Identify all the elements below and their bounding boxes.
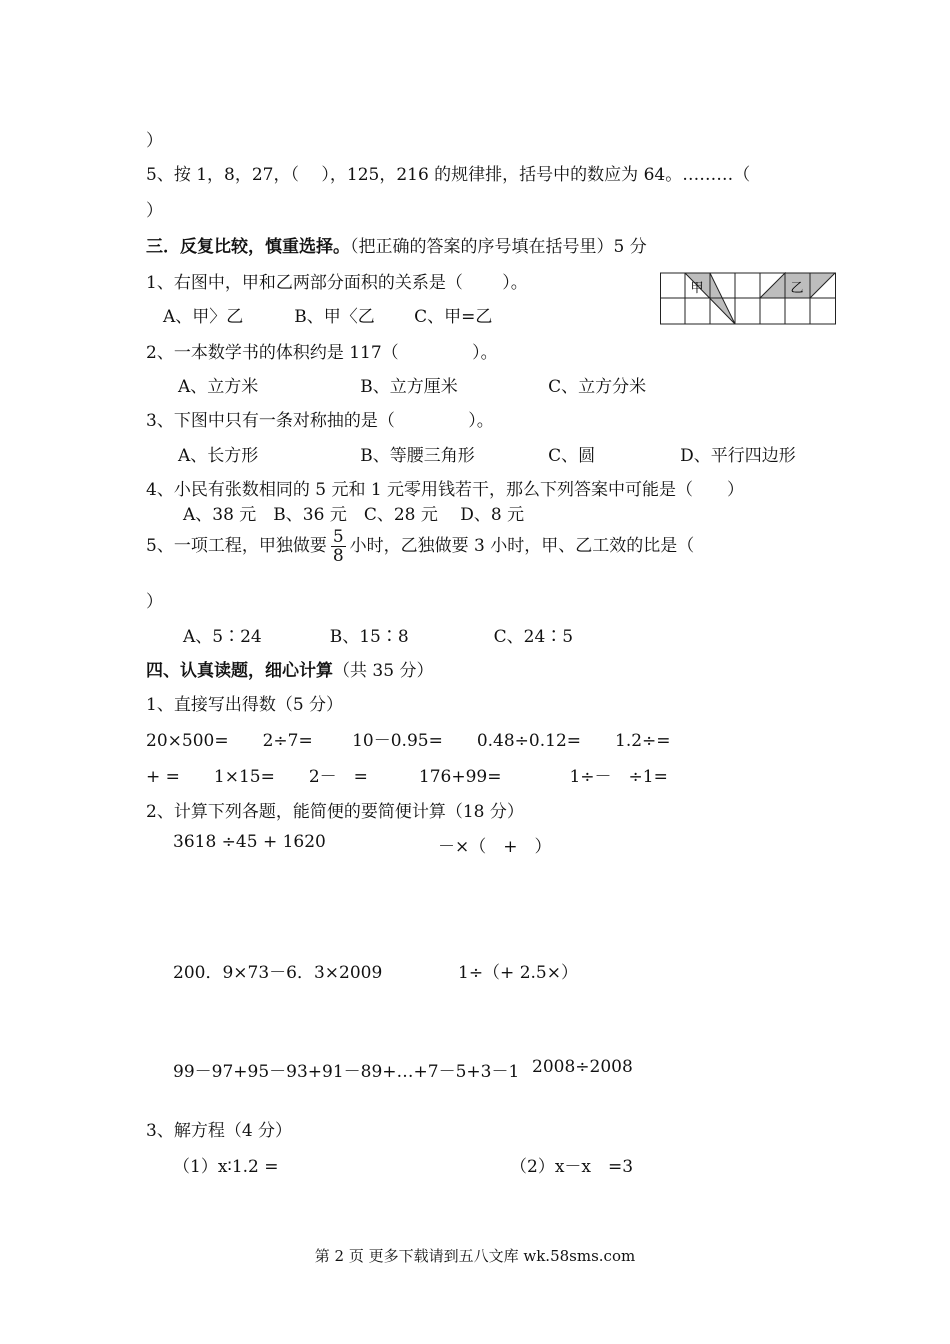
- choice-q5-close: ）: [146, 592, 163, 612]
- question-5-fill-close: ）: [146, 201, 163, 221]
- calc-expr-6: 2008÷2008: [532, 1057, 633, 1077]
- choice-q5: [146, 528, 694, 565]
- equation-1: （1）x∶1.2 =: [173, 1157, 279, 1177]
- carry-over-paren: ）: [146, 131, 163, 151]
- choice-q3-options: A、长方形 B、等腰三角形 C、圆 D、平行四边形: [178, 446, 796, 466]
- equation-2: （2）x－x =3: [510, 1157, 634, 1177]
- choice-q5-suffix: 小时，乙独做要 3 小时，甲、乙工效的比是（: [349, 536, 695, 556]
- oral-calc-row-1: 20×500= 2÷7= 10－0.95= 0.48÷0.12= 1.2÷=: [146, 731, 671, 751]
- calc-expr-3: 200．9×73－6．3×2009: [173, 963, 383, 983]
- shaded-region-yi-left: [760, 273, 785, 298]
- section-4-title: 四、认真读题，细心计算: [146, 661, 333, 681]
- section-4-heading: [146, 656, 433, 681]
- choice-q2-options: A、立方米 B、立方厘米 C、立方分米: [178, 377, 647, 397]
- area-comparison-figure: [660, 272, 836, 326]
- choice-q3: 3、下图中只有一条对称抽的是（ ）。: [146, 411, 494, 431]
- choice-q5-prefix: 5、一项工程，甲独做要: [146, 536, 327, 556]
- calc-part-1-title: 1、直接写出得数（5 分）: [146, 695, 344, 715]
- fraction-numerator: 5: [332, 527, 344, 547]
- oral-calc-row-2: + = 1×15= 2－ = 176+99= 1÷－ ÷1=: [146, 767, 668, 787]
- choice-q4: 4、小民有张数相同的 5 元和 1 元零用钱若干，那么下列答案中可能是（ ）: [146, 480, 745, 500]
- question-5-fill: 5、按 1，8，27，（ ），125，216 的规律排，括号中的数应为 64。………（: [146, 165, 751, 185]
- section-4-points: （共 35 分）: [333, 661, 434, 681]
- calc-part-2-title: 2、计算下列各题，能简便的要简便计算（18 分）: [146, 802, 524, 822]
- shaded-region-yi-right: [810, 273, 835, 298]
- fraction-five-eighths: [331, 528, 346, 565]
- section-3-heading: [146, 232, 647, 257]
- equation-section-title: 3、解方程（4 分）: [146, 1121, 293, 1141]
- choice-q5-options: A、5∶24 B、15∶8 C、24∶5: [183, 627, 574, 647]
- choice-q2: 2、一本数学书的体积约是 117（ ）。: [146, 343, 498, 363]
- label-yi: 乙: [790, 281, 804, 296]
- choice-q1-options: A、甲〉乙 B、甲〈乙 C、甲=乙: [163, 307, 493, 327]
- label-jia: 甲: [690, 281, 704, 296]
- section-3-instructions: （把正确的答案的序号填在括号里）5 分: [350, 237, 647, 257]
- choice-q1: 1、右图中，甲和乙两部分面积的关系是（ ）。: [146, 273, 528, 293]
- calc-expr-5: 99－97+95－93+91－89+…+7－5+3－1: [173, 1062, 520, 1082]
- section-3-title: 三．反复比较，慎重选择。: [146, 237, 350, 257]
- calc-expr-4: 1÷（+ 2.5×）: [458, 963, 578, 983]
- calc-expr-1: 3618 ÷45 + 1620: [173, 832, 326, 852]
- choice-q4-options: A、38 元 B、36 元 C、28 元 D、8 元: [183, 505, 525, 525]
- calc-expr-2: －×（ + ）: [438, 837, 552, 857]
- page-footer: 第 2 页 更多下载请到五八文库 wk.58sms.com: [314, 1247, 636, 1265]
- fraction-denominator: 8: [332, 546, 344, 566]
